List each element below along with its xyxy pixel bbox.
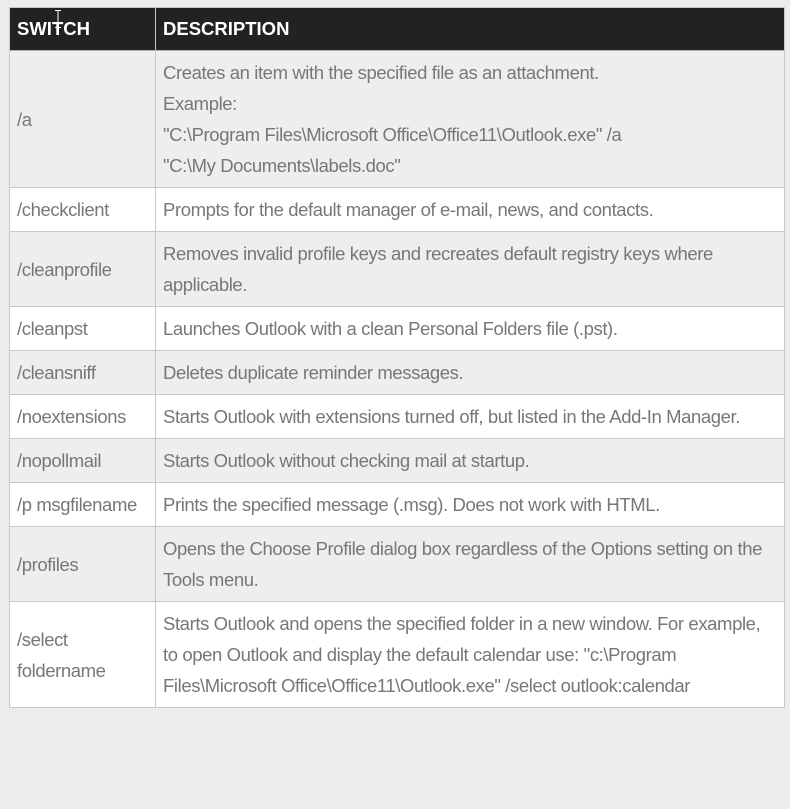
switch-cell: /cleanpst xyxy=(10,307,156,351)
switch-cell: /a xyxy=(10,51,156,188)
table-row xyxy=(10,351,785,395)
description-cell: Starts Outlook without checking mail at startup. xyxy=(156,439,785,483)
switch-cell: /select foldername xyxy=(10,602,156,708)
description-cell xyxy=(156,51,785,188)
table-row xyxy=(10,395,785,439)
switch-cell: /p msgfilename xyxy=(10,483,156,527)
description-cell: Starts Outlook and opens the specified folder in a new window. For example, to open Outlook and display the default calendar use: "c:\Program Files\Microsoft Office\Office11\Outlook.exe" /select outlook:calendar xyxy=(156,602,785,708)
table-row xyxy=(10,188,785,232)
table-row xyxy=(10,439,785,483)
description-cell: Opens the Choose Profile dialog box regardless of the Options setting on the Tools menu. xyxy=(156,527,785,602)
table-row xyxy=(10,602,785,708)
column-header-switch: SWITCH xyxy=(10,8,156,51)
description-cell: Removes invalid profile keys and recreates default registry keys where applicable. xyxy=(156,232,785,307)
description-line: "C:\My Documents\labels.doc" xyxy=(163,155,401,176)
outlook-switches-table xyxy=(9,7,785,708)
table-row xyxy=(10,483,785,527)
switch-cell: /nopollmail xyxy=(10,439,156,483)
switch-cell: /cleansniff xyxy=(10,351,156,395)
table-row xyxy=(10,527,785,602)
table-row xyxy=(10,232,785,307)
table-body xyxy=(10,51,785,708)
description-cell: Starts Outlook with extensions turned off, but listed in the Add-In Manager. xyxy=(156,395,785,439)
switch-cell: /noextensions xyxy=(10,395,156,439)
switches-table-container xyxy=(9,7,784,708)
switch-cell: /profiles xyxy=(10,527,156,602)
table-row xyxy=(10,307,785,351)
description-cell: Prints the specified message (.msg). Does not work with HTML. xyxy=(156,483,785,527)
description-cell: Prompts for the default manager of e-mail, news, and contacts. xyxy=(156,188,785,232)
table-row xyxy=(10,51,785,188)
description-cell: Deletes duplicate reminder messages. xyxy=(156,351,785,395)
column-header-description: DESCRIPTION xyxy=(156,8,785,51)
description-line: Example: xyxy=(163,93,237,114)
description-line: "C:\Program Files\Microsoft Office\Office11\Outlook.exe" /a xyxy=(163,124,622,145)
switch-cell: /checkclient xyxy=(10,188,156,232)
switch-cell: /cleanprofile xyxy=(10,232,156,307)
description-line: Creates an item with the specified file as an attachment. xyxy=(163,62,599,83)
table-header-row xyxy=(10,8,785,51)
description-cell: Launches Outlook with a clean Personal Folders file (.pst). xyxy=(156,307,785,351)
